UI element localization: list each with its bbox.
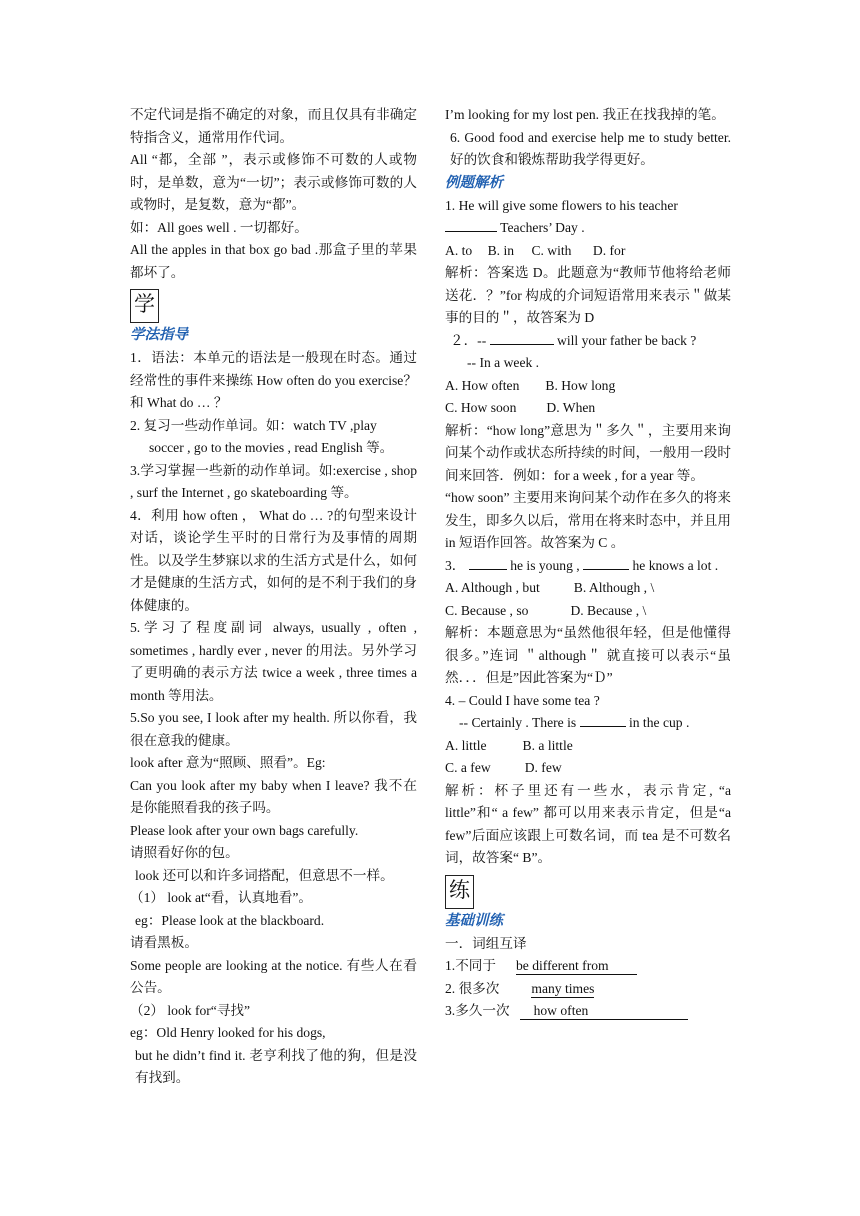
guide-item-2: 2. 复习一些动作单词。如：watch TV ,play — [130, 417, 377, 433]
paragraph-example-2: All the apples in that box go bad .那盒子里的苹果都坏了。 — [130, 242, 417, 280]
guide-item-1: 1．语法：本单元的语法是一般现在时态。通过经常性的事件来操练 How often do you exercise？和 What do … ？ — [130, 350, 417, 410]
q4-analysis: 解析：杯子里还有一些水，表示肯定, “a little”和“ a few” 都可以用来表示肯定，但是“a few”后面应该跟上可数名词，而 tea 是不可数名词，故答案“ B”。 — [445, 782, 731, 865]
paragraph-all-usage: All “都，全部 ”，表示或修饰不可数的人或物时，是单数，意为“一切”；表示或修饰可数的人或物时，是复数，意为“都”。 — [130, 152, 417, 212]
look-for-example-cont: but he didn’t find it. 老亨利找了他的狗，但是没有找到。 — [135, 1047, 417, 1085]
q4-option-c: C. a few — [445, 760, 491, 775]
q2-analysis-2: “how soon” 主要用来询问某个动作在多久的将来发生，即多久以后，常用在将来时态中，并且用 in 短语作回答。故答案为 C 。 — [445, 490, 731, 550]
exercise-1-answer: be different from — [516, 957, 637, 975]
q3-option-b: B. Although , \ — [573, 580, 655, 595]
look-after-def: look after 意为“照顾、照看”。Eg: — [130, 755, 326, 770]
guide-item-3: 3.学习掌握一些新的动作单词。如:exercise , shop , surf the Internet , go skateboarding 等。 — [130, 462, 417, 500]
q1-stem-line2 — [445, 217, 731, 240]
look-after-example-2: Please look after your own bags carefully. — [130, 822, 359, 838]
q2-number: ２．-- — [450, 332, 487, 348]
q2-answer-line: -- In a week . — [467, 355, 540, 370]
q3-blank-2 — [583, 555, 629, 570]
look-at-example-2: Some people are looking at the notice. 有些人在看公告。 — [130, 957, 417, 995]
exercise-3-answer: how often — [520, 1002, 689, 1020]
q3-number: 3． — [445, 557, 466, 573]
q1-option-c: C. with — [531, 242, 572, 258]
exercise-3-prompt: 3.多久一次 — [445, 1003, 510, 1018]
guide-item-2-cont: soccer , go to the movies , read English 等。 — [149, 440, 394, 455]
guide-item-4: 4．利用 how often ， What do … ?的句型来设计对话，谈论学生平时的日常行为及事情的周期性。以及学生梦寐以求的生活方式是什么，如何才是健康的生活方式，如何的是不利于我们的身体健康的。 — [130, 507, 417, 613]
q1-stem: 1. He will give some flowers to his teacher — [445, 197, 678, 213]
q3-options-row2 — [445, 600, 731, 623]
section-title-study-guide: 学法指导 — [130, 327, 188, 343]
look-after-example-2-cn: 请照看好你的包。 — [130, 845, 239, 860]
q3-stem-mid: he is young , — [506, 557, 580, 573]
look-at-def: （1） look at“看，认真地看”。 — [130, 890, 312, 905]
paragraph-example-1: 如：All goes well . 一切都好。 — [130, 219, 308, 235]
look-for-def: （2） look for“寻找” — [130, 1002, 251, 1018]
q2-option-d: D. When — [546, 400, 596, 415]
q3-option-c: C. Because , so — [445, 602, 529, 618]
section-title-basic-training: 基础训练 — [445, 912, 503, 929]
q1-stem2: Teachers’ Day . — [497, 220, 585, 235]
q4-line2 — [445, 712, 731, 735]
q3-stem-tail: he knows a lot . — [629, 557, 719, 573]
look-collocation-note: look 还可以和许多词搭配，但意思不一样。 — [135, 867, 394, 883]
q2-options-row1 — [445, 375, 731, 398]
q4-line2b: in the cup . — [625, 715, 690, 730]
q2-option-b: B. How long — [545, 377, 616, 393]
exercise-1-prompt: 1.不同于 — [445, 958, 496, 973]
look-at-example: eg：Please look at the blackboard. — [135, 912, 325, 928]
paragraph-indefinite-pronoun: 不定代词是指不确定的对象，而且仅具有非确定特指含义，通常用作代词。 — [130, 107, 417, 145]
q1-option-b: B. in — [487, 242, 515, 258]
exercise-title: 一．词组互译 — [445, 935, 527, 951]
study-box-icon: 学 — [130, 289, 159, 323]
q3-option-d: D. Because , \ — [570, 602, 647, 618]
intro-line-1: I’m looking for my lost pen. 我正在找我掉的笔。 — [445, 107, 725, 122]
q1-option-a: A. to — [445, 242, 473, 258]
q3-option-a: A. Although , but — [445, 580, 540, 595]
q4-line2a: -- Certainly . There is — [459, 715, 577, 730]
q2-option-a: A. How often — [445, 377, 520, 393]
intro-line-2: 6. Good food and exercise help me to study better. 好的饮食和锻炼帮助我学得更好。 — [450, 129, 731, 167]
look-for-example: eg：Old Henry looked for his dogs, — [130, 1025, 326, 1040]
exercise-item-2 — [445, 978, 731, 1001]
guide-item-6: 5.So you see, I look after my health. 所以你看，我很在意我的健康。 — [130, 710, 417, 748]
q4-option-d: D. few — [524, 760, 562, 775]
section-title-examples: 例题解析 — [445, 174, 503, 191]
exercise-item-3 — [445, 1000, 731, 1023]
q4-stem: 4. – Could I have some tea ? — [445, 692, 600, 708]
q2-options-row2 — [445, 397, 731, 420]
q3-options-row1 — [445, 577, 731, 600]
q3-stem — [445, 555, 731, 578]
guide-item-5: 5.学习了程度副词 always, usually , often , sometimes , hardly ever , never 的用法。另外学习了更明确的表示方法 twice a week , three times a month 等用法。 — [130, 620, 417, 703]
exercise-item-1 — [445, 955, 731, 978]
q2-stem — [445, 330, 731, 353]
q4-options-row1 — [445, 735, 731, 758]
q1-options — [445, 240, 731, 263]
q2-option-c: C. How soon — [445, 400, 517, 415]
q4-blank — [580, 712, 626, 727]
q4-option-b: B. a little — [522, 737, 573, 753]
q1-blank — [445, 217, 497, 232]
q3-analysis: 解析：本题意思为“虽然他很年轻，但是他懂得很多。”连词 ＂although＂ 就直接可以表示“虽然．．．但是”因此答案为“Ｄ” — [445, 625, 731, 685]
exercise-2-prompt: 2. 很多次 — [445, 980, 500, 996]
right-column — [445, 104, 731, 1023]
practice-box-icon: 练 — [445, 875, 474, 909]
left-column — [130, 104, 417, 1090]
q2-analysis: 解析：“how long”意思为＂多久＂，主要用来询问某个动作或状态所持续的时间，一般用一段时间来回答．例如：for a week , for a year 等。 — [445, 422, 731, 483]
q3-blank-1 — [469, 555, 507, 570]
q2-stem-tail: will your father be back ? — [553, 332, 697, 348]
q1-option-d: D. for — [592, 242, 626, 258]
exercise-2-answer: many times — [531, 980, 595, 996]
look-after-example-1: Can you look after my baby when I leave? 我不在是你能照看我的孩子吗。 — [130, 777, 417, 815]
q4-options-row2 — [445, 757, 731, 780]
look-at-example-cn: 请看黑板。 — [130, 935, 198, 950]
q2-blank — [490, 330, 554, 345]
q1-analysis: 解析：答案选 D。此题意为“教师节他将给老师送花．？”for 构成的介词短语常用来表示＂做某事的目的＂，故答案为 D — [445, 265, 731, 325]
q4-option-a: A. little — [445, 737, 487, 753]
